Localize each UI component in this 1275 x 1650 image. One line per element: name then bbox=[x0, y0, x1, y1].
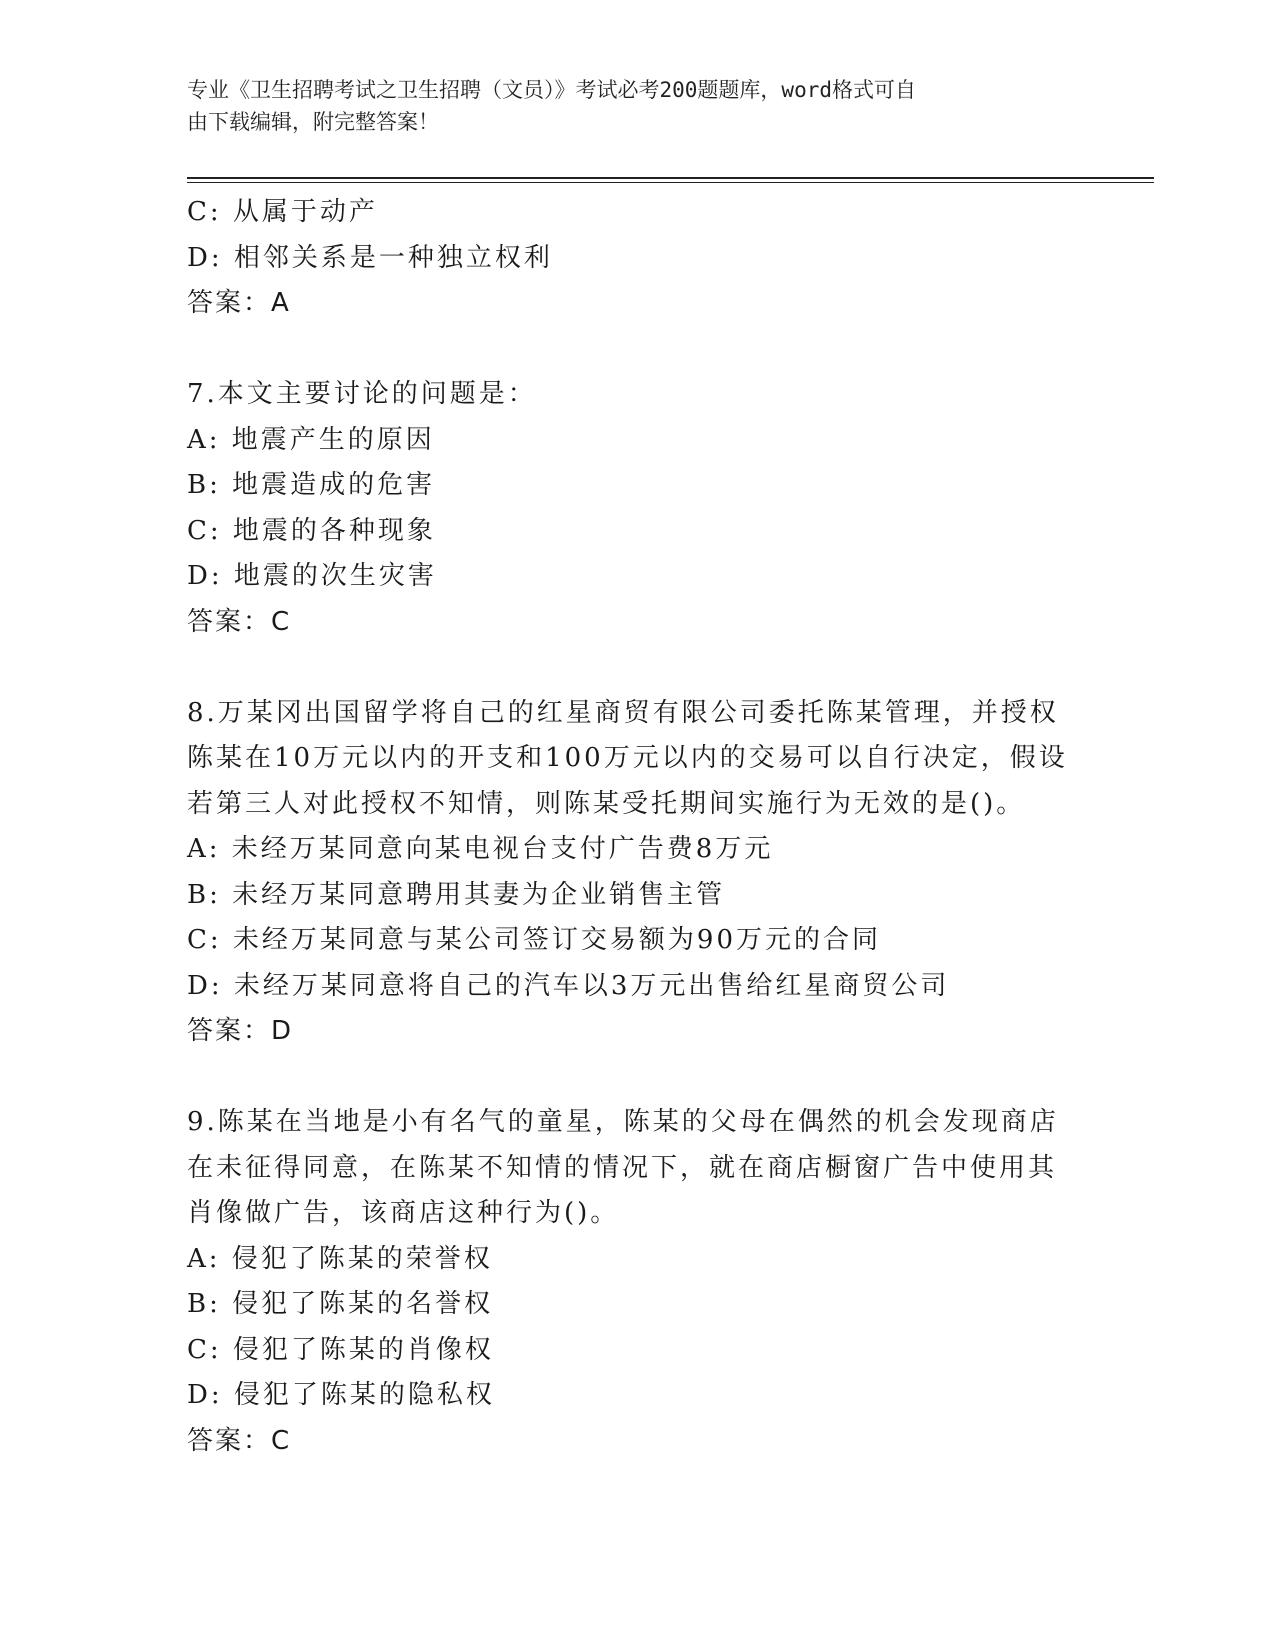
option-d: D: 未经万某同意将自己的汽车以3万元出售给红星商贸公司 bbox=[187, 970, 950, 1001]
option-d: D: 侵犯了陈某的隐私权 bbox=[187, 1380, 495, 1410]
spacer bbox=[187, 327, 1087, 373]
header-title-line-2: 由下载编辑，附完整答案！ bbox=[187, 110, 439, 134]
header-divider-thin bbox=[187, 182, 1154, 183]
answer-line: 答案：C bbox=[187, 606, 292, 637]
question-9 bbox=[187, 1100, 1087, 1464]
question-content bbox=[187, 190, 1087, 1464]
option-b: B: 未经万某同意聘用其妻为企业销售主管 bbox=[187, 879, 726, 910]
spacer bbox=[187, 645, 1087, 691]
question-text: 陈某在10万元以内的开支和100万元以内的交易可以自行决定，假设 bbox=[187, 743, 1068, 773]
option-d: D: 相邻关系是一种独立权利 bbox=[187, 242, 553, 273]
question-text: 肖像做广告，该商店这种行为()。 bbox=[187, 1198, 620, 1228]
answer-line: 答案：D bbox=[187, 1016, 294, 1046]
option-a: A: 侵犯了陈某的荣誉权 bbox=[187, 1243, 493, 1274]
answer-line: 答案：A bbox=[187, 288, 291, 318]
question-text: 在未征得同意，在陈某不知情的情况下，就在商店橱窗广告中使用其 bbox=[187, 1152, 1058, 1183]
option-d: D: 地震的次生灾害 bbox=[187, 561, 437, 591]
spacer bbox=[187, 1055, 1087, 1101]
option-c: C: 地震的各种现象 bbox=[187, 515, 436, 546]
question-text: 若第三人对此授权不知情，则陈某受托期间实施行为无效的是()。 bbox=[187, 788, 1026, 819]
question-7 bbox=[187, 372, 1087, 645]
header-title-line-1: 专业《卫生招聘考试之卫生招聘（文员）》考试必考200题题库，word格式可自 bbox=[187, 78, 916, 102]
question-text: 9.陈某在当地是小有名气的童星，陈某的父母在偶然的机会发现商店 bbox=[187, 1107, 1059, 1137]
page-header bbox=[187, 74, 1067, 138]
option-c: C: 未经万某同意与某公司签订交易额为90万元的合同 bbox=[187, 925, 882, 955]
question-8 bbox=[187, 691, 1087, 1055]
option-c: C: 从属于动产 bbox=[187, 197, 378, 227]
continued-question bbox=[187, 190, 1087, 327]
option-b: B: 侵犯了陈某的名誉权 bbox=[187, 1289, 494, 1319]
question-text: 8.万某冈出国留学将自己的红星商贸有限公司委托陈某管理，并授权 bbox=[187, 697, 1059, 728]
option-c: C: 侵犯了陈某的肖像权 bbox=[187, 1334, 494, 1365]
question-text: 7.本文主要讨论的问题是： bbox=[187, 379, 537, 409]
option-a: A: 未经万某同意向某电视台支付广告费8万元 bbox=[187, 834, 774, 864]
option-a: A: 地震产生的原因 bbox=[187, 424, 435, 455]
option-b: B: 地震造成的危害 bbox=[187, 470, 436, 500]
answer-line: 答案：C bbox=[187, 1425, 292, 1456]
header-divider-thick bbox=[187, 177, 1154, 179]
